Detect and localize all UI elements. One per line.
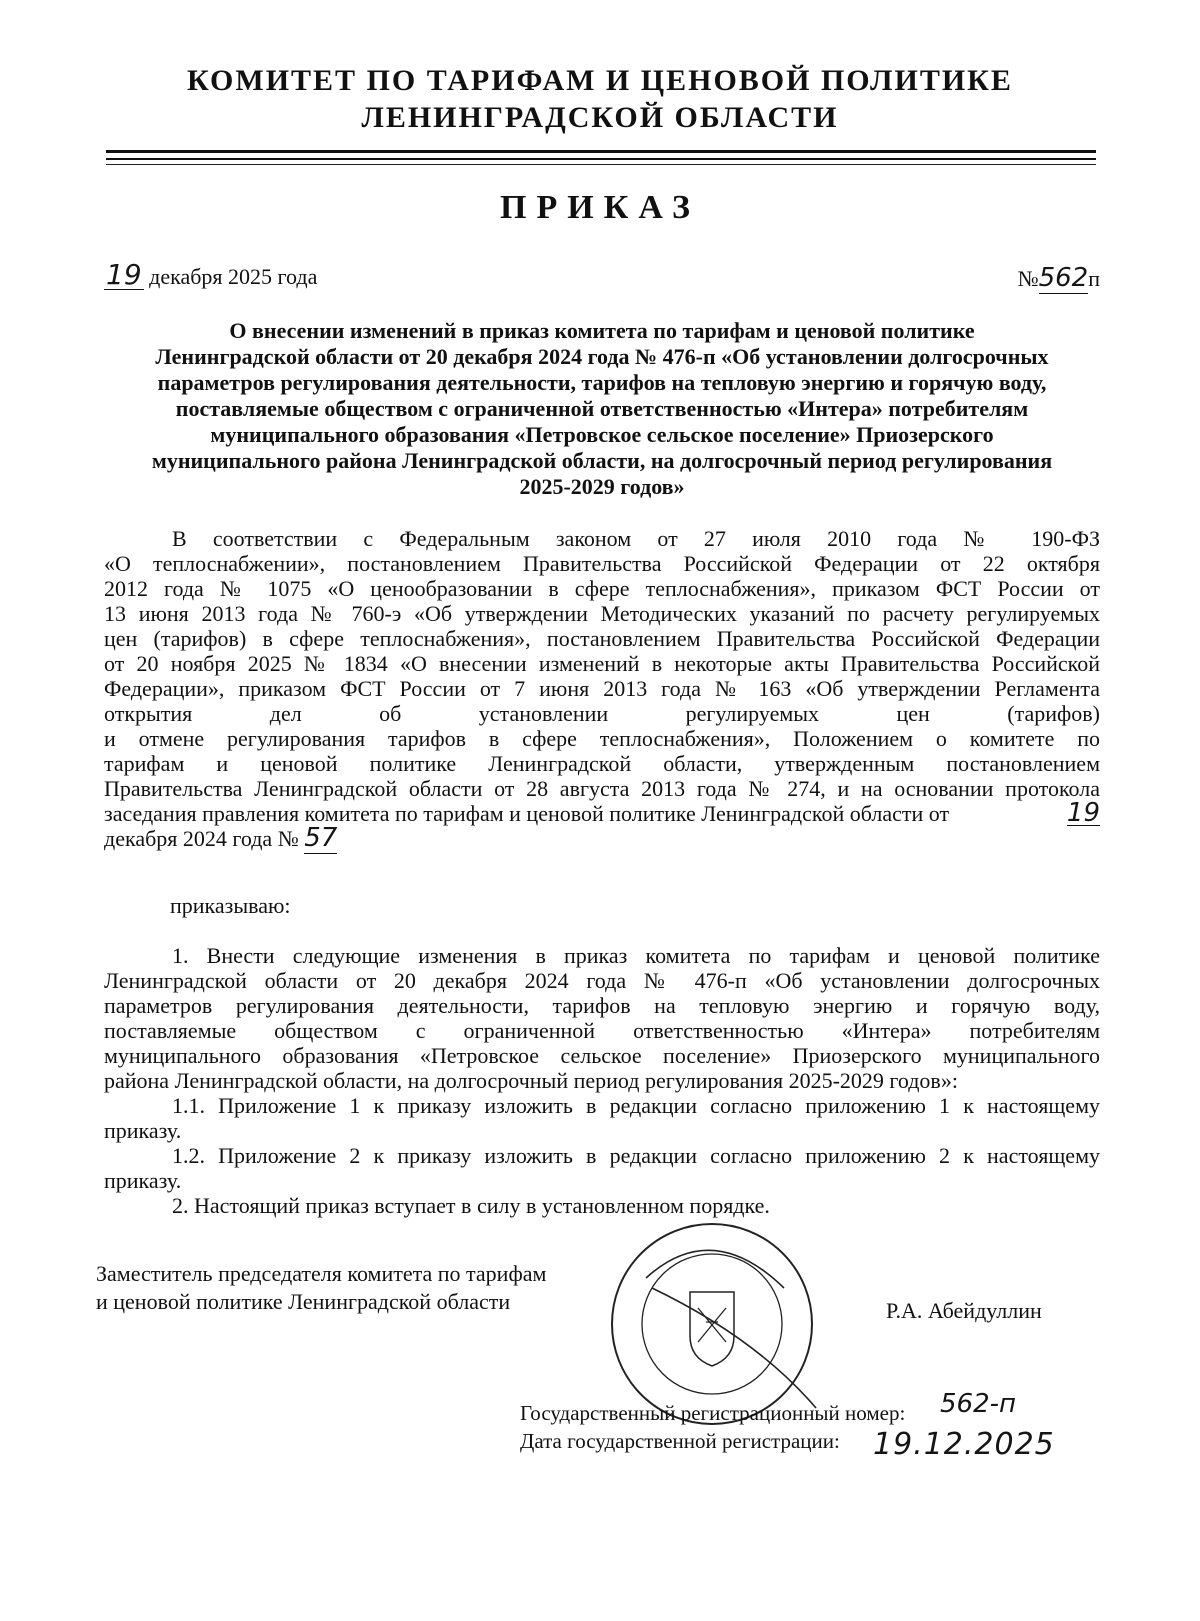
protocol-number-handwritten: 57	[304, 823, 338, 853]
preamble-line: 2012 года № 1075 «О ценообразовании в сфере теплоснабжения», приказом ФСТ России от	[104, 576, 1100, 601]
subject-line: поставляемые обществом с ограниченной ответственностью «Интера» потребителям	[175, 396, 1029, 421]
subject-line: муниципального образования «Петровское сельское поселение» Приозерского	[210, 422, 994, 447]
position-line: и ценовой политике Ленинградской области	[96, 1289, 511, 1314]
preamble-line: Правительства Ленинградской области от 28 августа 2013 года № 274, и на основании протокола	[104, 776, 1100, 801]
header-rule	[106, 150, 1096, 153]
organization-name	[100, 62, 1100, 136]
number-handwritten: 562	[1038, 263, 1089, 293]
number-prefix: №	[1017, 266, 1039, 291]
position-line: Заместитель председателя комитета по тарифам	[96, 1261, 547, 1286]
decree-line: муниципального образования «Петровское сельское поселение» Приозерского муниципального	[104, 1043, 1100, 1068]
preamble-line	[104, 798, 1100, 828]
decree-line: приказу.	[104, 1118, 182, 1143]
decree-line: поставляемые обществом с ограниченной ответственностью «Интера» потребителям	[104, 1018, 1100, 1043]
preamble-line: «О теплоснабжении», постановлением Правительства Российской Федерации от 22 октября	[104, 551, 1100, 576]
preamble-line: цен (тарифов) в сфере теплоснабжения», постановлением Правительства Российской Федерации	[104, 626, 1100, 651]
preamble-line: от 20 ноября 2025 № 1834 «О внесении изменений в некоторые акты Правительства Российской	[104, 651, 1100, 676]
preamble-line: и отмене регулирования тарифов в сфере теплоснабжения», Положением о комитете по	[104, 726, 1100, 751]
registration-number-handwritten: 562-п	[940, 1389, 1017, 1419]
signatory-position	[96, 1260, 546, 1316]
registration-date-label: Дата государственной регистрации:	[520, 1429, 840, 1453]
date-day-handwritten: 19	[106, 258, 142, 291]
subject-line: 2025-2029 годов»	[519, 474, 685, 499]
decree-line: 1. Внести следующие изменения в приказ комитета по тарифам и ценовой политике	[172, 943, 1100, 968]
subject-line: муниципального района Ленинградской области, на долгосрочный период регулирования	[151, 448, 1053, 473]
signatory-name: Р.А. Абейдуллин	[886, 1298, 1042, 1323]
date-rest: декабря 2025 года	[149, 264, 318, 289]
decree-line: приказу.	[104, 1168, 182, 1193]
decree	[104, 943, 1100, 1218]
preamble-last-line-text: декабря 2024 года №	[104, 826, 299, 851]
preamble-line: 13 июня 2013 года № 760-э «Об утверждении Методических указаний по расчету регулируемых	[104, 601, 1100, 626]
subject-line: Ленинградской области от 20 декабря 2024 года № 476-п «Об установлении долгосрочных	[155, 344, 1049, 369]
protocol-day-handwritten: 19	[1066, 798, 1100, 828]
decree-line: Ленинградской области от 20 декабря 2024 года № 476-п «Об установлении долгосрочных	[104, 968, 1100, 993]
subject-line: параметров регулирования деятельности, тарифов на тепловую энергию и горячую воду,	[157, 370, 1047, 395]
subject-line: О внесении изменений в приказ комитета по тарифам и ценовой политике	[229, 318, 975, 343]
number-suffix: п	[1088, 266, 1100, 291]
preamble-line: Федерации», приказом ФСТ России от 7 июня 2013 года № 163 «Об утверждении Регламента	[104, 676, 1100, 701]
decree-line: 1.1. Приложение 1 к приказу изложить в редакции согласно приложению 1 к настоящему	[172, 1093, 1100, 1118]
decree-line: 2. Настоящий приказ вступает в силу в установленном порядке.	[172, 1193, 770, 1218]
document-subject	[104, 318, 1100, 500]
decree-line: параметров регулирования деятельности, тарифов на тепловую энергию и горячую воду,	[104, 993, 1100, 1018]
preamble-line-text: заседания правления комитета по тарифам и ценовой политике Ленинградской области от	[104, 801, 950, 826]
header-rule-double	[106, 158, 1096, 160]
registration-number-label: Государственный регистрационный номер:	[520, 1401, 906, 1425]
preamble-line: тарифам и ценовой политике Ленинградской области, утвержденным постановлением	[104, 751, 1100, 776]
preamble-line: В соответствии с Федеральным законом от 27 июля 2010 года № 190-ФЗ	[172, 526, 1100, 551]
preamble-last-line	[104, 823, 1100, 853]
org-line-2: ЛЕНИНГРАДСКОЙ ОБЛАСТИ	[361, 101, 839, 134]
org-line-1: КОМИТЕТ ПО ТАРИФАМ И ЦЕНОВОЙ ПОЛИТИКЕ	[187, 64, 1013, 97]
registration-labels	[520, 1399, 905, 1455]
document-number	[1017, 263, 1100, 293]
preamble	[104, 526, 1100, 851]
decree-line: района Ленинградской области, на долгосрочный период регулирования 2025-2029 годов»:	[104, 1068, 958, 1093]
document-type-title: ПРИКАЗ	[500, 189, 700, 226]
document-date	[104, 258, 318, 291]
header-rule-thin	[106, 164, 1096, 165]
decree-line: 1.2. Приложение 2 к приказу изложить в редакции согласно приложению 2 к настоящему	[172, 1143, 1100, 1168]
registration-date-handwritten: 19.12.2025	[873, 1427, 1055, 1462]
order-word: приказываю:	[170, 893, 291, 918]
preamble-line: открытия дел об установлении регулируемых цен (тарифов)	[104, 701, 1100, 726]
